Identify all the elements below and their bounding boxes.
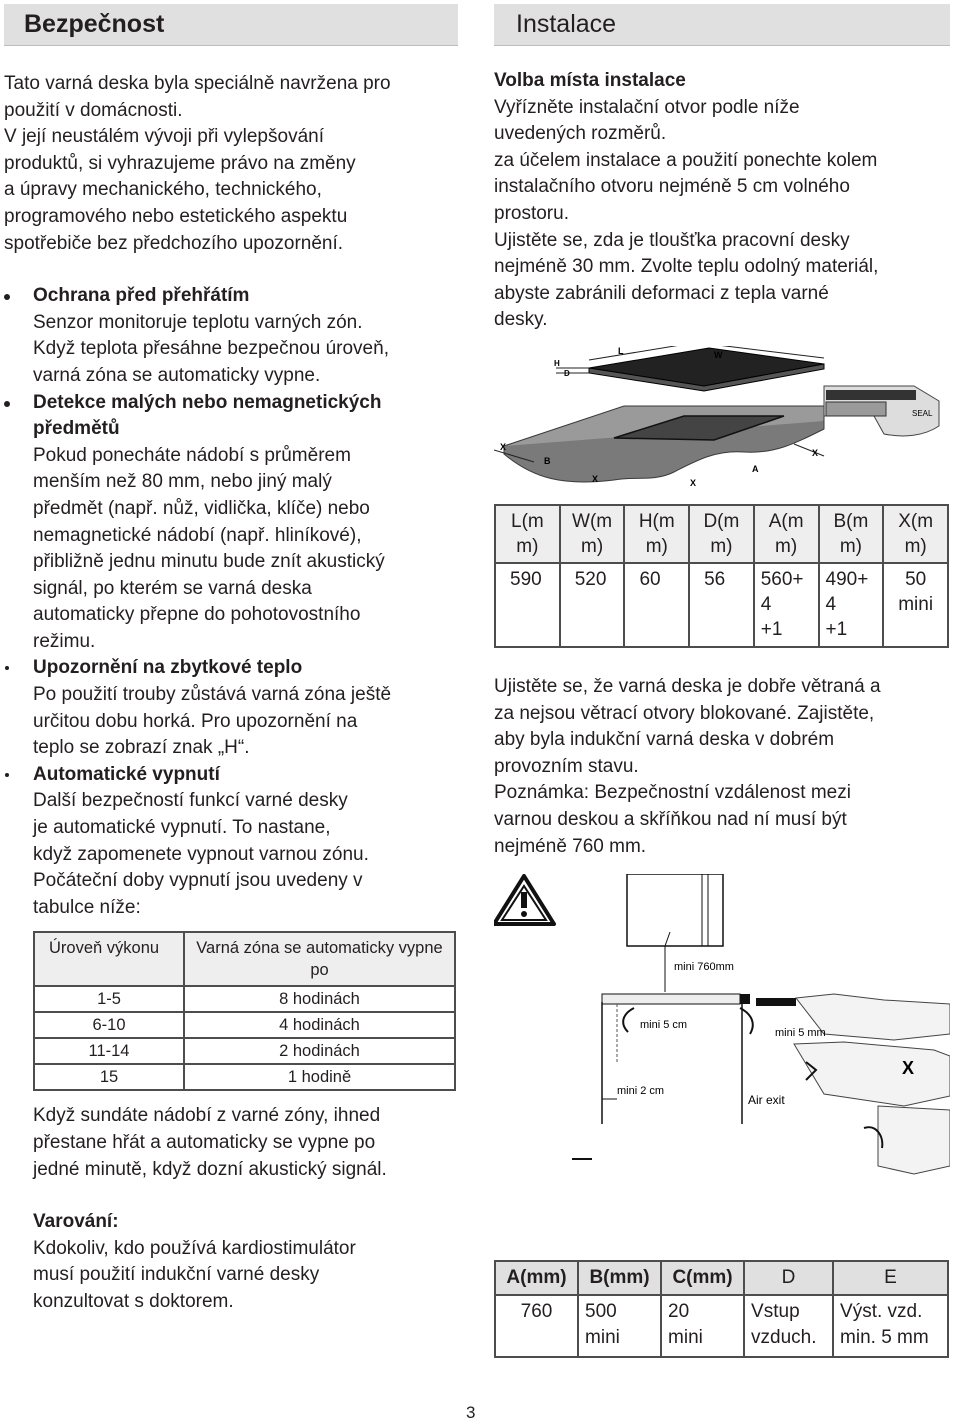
install-intro xyxy=(494,68,950,334)
bullet-line: signál, po kterém se varná deska xyxy=(33,577,312,599)
seal-hob xyxy=(826,390,916,400)
table-cell: 560+ 4 +1 xyxy=(754,563,819,647)
table-header-cell: W(m m) xyxy=(560,505,625,563)
intro-line: produktů, si vyhrazujeme právo na změny xyxy=(4,152,356,174)
upper-cabinet xyxy=(627,874,723,946)
safety-header xyxy=(4,4,458,46)
table-header-cell: Varná zóna se automaticky vypne po xyxy=(184,932,455,986)
intro-line: použití v domácnosti. xyxy=(4,99,183,121)
bullet-line: varná zóna se automaticky vypne. xyxy=(33,364,321,386)
table-header-cell: X(m m) xyxy=(883,505,948,563)
install-title: Instalace xyxy=(516,10,617,38)
bullet-residual-heat xyxy=(4,655,458,761)
bullet-line: nemagnetické nádobí (např. hliníkové), xyxy=(33,524,362,546)
table-row xyxy=(34,1012,455,1038)
bullet-line: teplo se zobrazí znak „H“. xyxy=(33,737,250,759)
text-line: Poznámka: Bezpečnostní vzdálenost mezi xyxy=(494,782,851,804)
table-header-cell: C(mm) xyxy=(661,1261,744,1295)
label-x: X xyxy=(592,473,599,484)
safety-title: Bezpečnost xyxy=(24,10,165,38)
table-header-cell: B(mm) xyxy=(578,1261,661,1295)
table-header-cell: A(mm) xyxy=(495,1261,578,1295)
text-line: jedné minutě, když dozní akustický signál. xyxy=(33,1158,387,1180)
text-line: provozním stavu. xyxy=(494,755,639,777)
text-line: nejméně 760 mm. xyxy=(494,835,647,857)
intro-line: a úpravy mechanického, technického, xyxy=(4,179,322,201)
detail-counter-low xyxy=(878,1106,950,1174)
table-cell: 1 hodině xyxy=(184,1064,455,1090)
bullet-overheat xyxy=(4,283,458,389)
intro-line: spotřebiče bez předchozího upozornění. xyxy=(4,232,344,254)
label-h: H xyxy=(554,358,560,368)
table-cell: 760 xyxy=(495,1295,578,1357)
cutout-dimension-table xyxy=(494,504,949,648)
bullet-line: přibližně jednu minutu bude znít akustický xyxy=(33,551,385,573)
bullet-title: Automatické vypnutí xyxy=(33,763,220,785)
table-header-row xyxy=(495,505,948,563)
text-line: aby byla indukční varná deska v dobrém xyxy=(494,729,835,751)
install-header xyxy=(494,4,950,46)
table-header-cell: B(m m) xyxy=(819,505,884,563)
bullet-title: Detekce malých nebo nemagnetických xyxy=(33,391,382,413)
cutout-diagram-svg xyxy=(494,346,950,496)
bullet-line: režimu. xyxy=(33,630,96,652)
bullet-title: Upozornění na zbytkové teplo xyxy=(33,657,303,679)
text-line: Když sundáte nádobí z varné zóny, ihned xyxy=(33,1105,381,1127)
bullet-auto-off xyxy=(4,762,458,922)
label-b: B xyxy=(544,455,551,466)
table-cell: 590 xyxy=(495,563,560,647)
table-cell: 56 xyxy=(689,563,754,647)
table-header-row xyxy=(34,932,455,986)
intro-line: Tato varná deska byla speciálně navržena pro xyxy=(4,73,391,94)
warning-exclamation xyxy=(521,892,527,908)
safety-intro xyxy=(4,71,458,257)
table-header-cell: L(m m) xyxy=(495,505,560,563)
label-mini-5cm: mini 5 cm xyxy=(640,1019,688,1032)
auto-off-table xyxy=(33,931,456,1091)
table-row xyxy=(34,986,455,1012)
cutout-diagram xyxy=(494,346,950,496)
install-subtitle: Volba místa instalace xyxy=(494,70,686,91)
blocked-x-icon: X xyxy=(902,1058,915,1079)
bullet-title: předmětů xyxy=(33,418,120,440)
warning-line: Kdokoliv, kdo používá kardiostimulátor xyxy=(33,1237,356,1259)
text-line: za nejsou větrací otvory blokované. Zajistěte, xyxy=(494,702,875,724)
bullet-title: Ochrana před přehřátím xyxy=(33,285,250,307)
label-d: D xyxy=(564,368,570,378)
bullet-line: je automatické vypnutí. To nastane, xyxy=(33,817,331,839)
page-number: 3 xyxy=(466,1403,476,1422)
bullet-line: Po použití trouby zůstává varná zóna ještě xyxy=(33,684,392,706)
hob-side xyxy=(602,994,740,1004)
intro-line: programového nebo estetického aspektu xyxy=(4,205,348,227)
text-line: varnou deskou a skříňkou nad ní musí být xyxy=(494,808,847,830)
label-mini-5mm: mini 5 mm xyxy=(775,1027,826,1040)
warning-line: konzultovat s doktorem. xyxy=(33,1290,234,1312)
table-cell: 500 mini xyxy=(578,1295,661,1357)
install-line: uvedených rozměrů. xyxy=(494,123,667,145)
table-cell: 6-10 xyxy=(34,1012,184,1038)
table-cell: 4 hodinách xyxy=(184,1012,455,1038)
table-cell: 20 mini xyxy=(661,1295,744,1357)
table-header-cell: D(m m) xyxy=(689,505,754,563)
ventilation-text xyxy=(494,674,950,860)
bullet-small-objects xyxy=(4,390,458,656)
after-table-text xyxy=(4,1103,458,1183)
table-cell: 490+ 4 +1 xyxy=(819,563,884,647)
dim-line-x2 xyxy=(794,444,824,456)
label-l: L xyxy=(618,345,624,356)
table-cell: Vstup vzduch. xyxy=(744,1295,833,1357)
label-seal: SEAL xyxy=(912,408,933,418)
bullet-line: menším než 80 mm, nebo jiný malý xyxy=(33,471,332,493)
table-row xyxy=(495,563,948,647)
table-cell: 1-5 xyxy=(34,986,184,1012)
warning-dot xyxy=(521,911,527,917)
bullet-line: Pokud ponecháte nádobí s průměrem xyxy=(33,444,351,466)
table-cell: 15 xyxy=(34,1064,184,1090)
table-row xyxy=(34,1064,455,1090)
label-x: X xyxy=(500,441,507,452)
bullet-line: určitou dobu horká. Pro upozornění na xyxy=(33,710,358,732)
table-header-cell: H(m m) xyxy=(624,505,689,563)
detail-counter-mid xyxy=(794,1042,950,1106)
warning-block xyxy=(4,1209,458,1315)
install-line: desky. xyxy=(494,309,548,331)
bullet-dot-icon xyxy=(4,294,10,300)
seal-counter xyxy=(826,402,886,416)
label-mini-2cm: mini 2 cm xyxy=(617,1085,665,1098)
bullet-dot-icon xyxy=(4,401,10,407)
text-line: přestane hřát a automaticky se vypne po xyxy=(33,1132,376,1153)
label-w: W xyxy=(714,349,723,360)
table-header-cell: E xyxy=(833,1261,948,1295)
bullet-dot-icon xyxy=(5,773,9,777)
bullet-line: automaticky přepne do pohotovostního xyxy=(33,604,361,626)
install-line: Vyřízněte instalační otvor podle níže xyxy=(494,96,800,118)
label-air-exit: Air exit xyxy=(748,1093,785,1108)
safety-column xyxy=(4,4,458,1316)
table-header-cell: D xyxy=(744,1261,833,1295)
airflow-arrow xyxy=(623,1008,634,1032)
table-cell: 60 xyxy=(624,563,689,647)
table-cell: 2 hodinách xyxy=(184,1038,455,1064)
table-header-cell: A(m m) xyxy=(754,505,819,563)
clearance-diagram-svg xyxy=(494,874,950,1184)
label-x: X xyxy=(690,477,697,488)
warning-line: musí použití indukční varné desky xyxy=(33,1264,320,1286)
install-line: Ujistěte se, zda je tloušťka pracovní desky xyxy=(494,229,850,251)
safety-bullets xyxy=(4,283,458,921)
bullet-line: tabulce níže: xyxy=(33,896,141,918)
install-line: instalačního otvoru nejméně 5 cm volného xyxy=(494,176,850,198)
bullet-line: když zapomenete vypnout varnou zónu. xyxy=(33,843,369,865)
detail-hob xyxy=(756,998,796,1006)
bullet-line: Senzor monitoruje teplotu varných zón. xyxy=(33,311,363,333)
label-a: A xyxy=(752,463,759,474)
bullet-dot-icon xyxy=(5,666,9,670)
label-x: X xyxy=(812,447,819,458)
bullet-line: předmět (např. nůž, vidlička, klíče) nebo xyxy=(33,497,370,519)
bullet-line: Další bezpečností funkcí varné desky xyxy=(33,790,348,812)
install-line: abyste zabránili deformaci z tepla varné xyxy=(494,282,829,304)
label-mini-760: mini 760mm xyxy=(674,961,734,974)
table-cell: 520 xyxy=(560,563,625,647)
table-cell: 50 mini xyxy=(883,563,948,647)
table-header-cell: Úroveň výkonu xyxy=(34,932,184,986)
table-cell: 11-14 xyxy=(34,1038,184,1064)
clearance-diagram xyxy=(494,874,950,1184)
table-header-row xyxy=(495,1261,948,1295)
table-cell: Výst. vzd. min. 5 mm xyxy=(833,1295,948,1357)
table-row xyxy=(495,1295,948,1357)
clearance-table xyxy=(494,1260,949,1358)
text-line: Ujistěte se, že varná deska je dobře větraná a xyxy=(494,675,881,697)
install-column xyxy=(494,4,950,1358)
install-line: prostoru. xyxy=(494,202,569,224)
warning-title: Varování: xyxy=(33,1211,119,1233)
intro-line: V její neustálém vývoji při vylepšování xyxy=(4,126,324,148)
install-line: nejméně 30 mm. Zvolte teplu odolný materiál, xyxy=(494,256,879,278)
bullet-line: Když teplota přesáhne bezpečnou úroveň, xyxy=(33,338,389,360)
table-cell: 8 hodinách xyxy=(184,986,455,1012)
table-row xyxy=(34,1038,455,1064)
install-line: za účelem instalace a použití ponechte kolem xyxy=(494,149,878,171)
bullet-line: Počáteční doby vypnutí jsou uvedeny v xyxy=(33,870,363,892)
